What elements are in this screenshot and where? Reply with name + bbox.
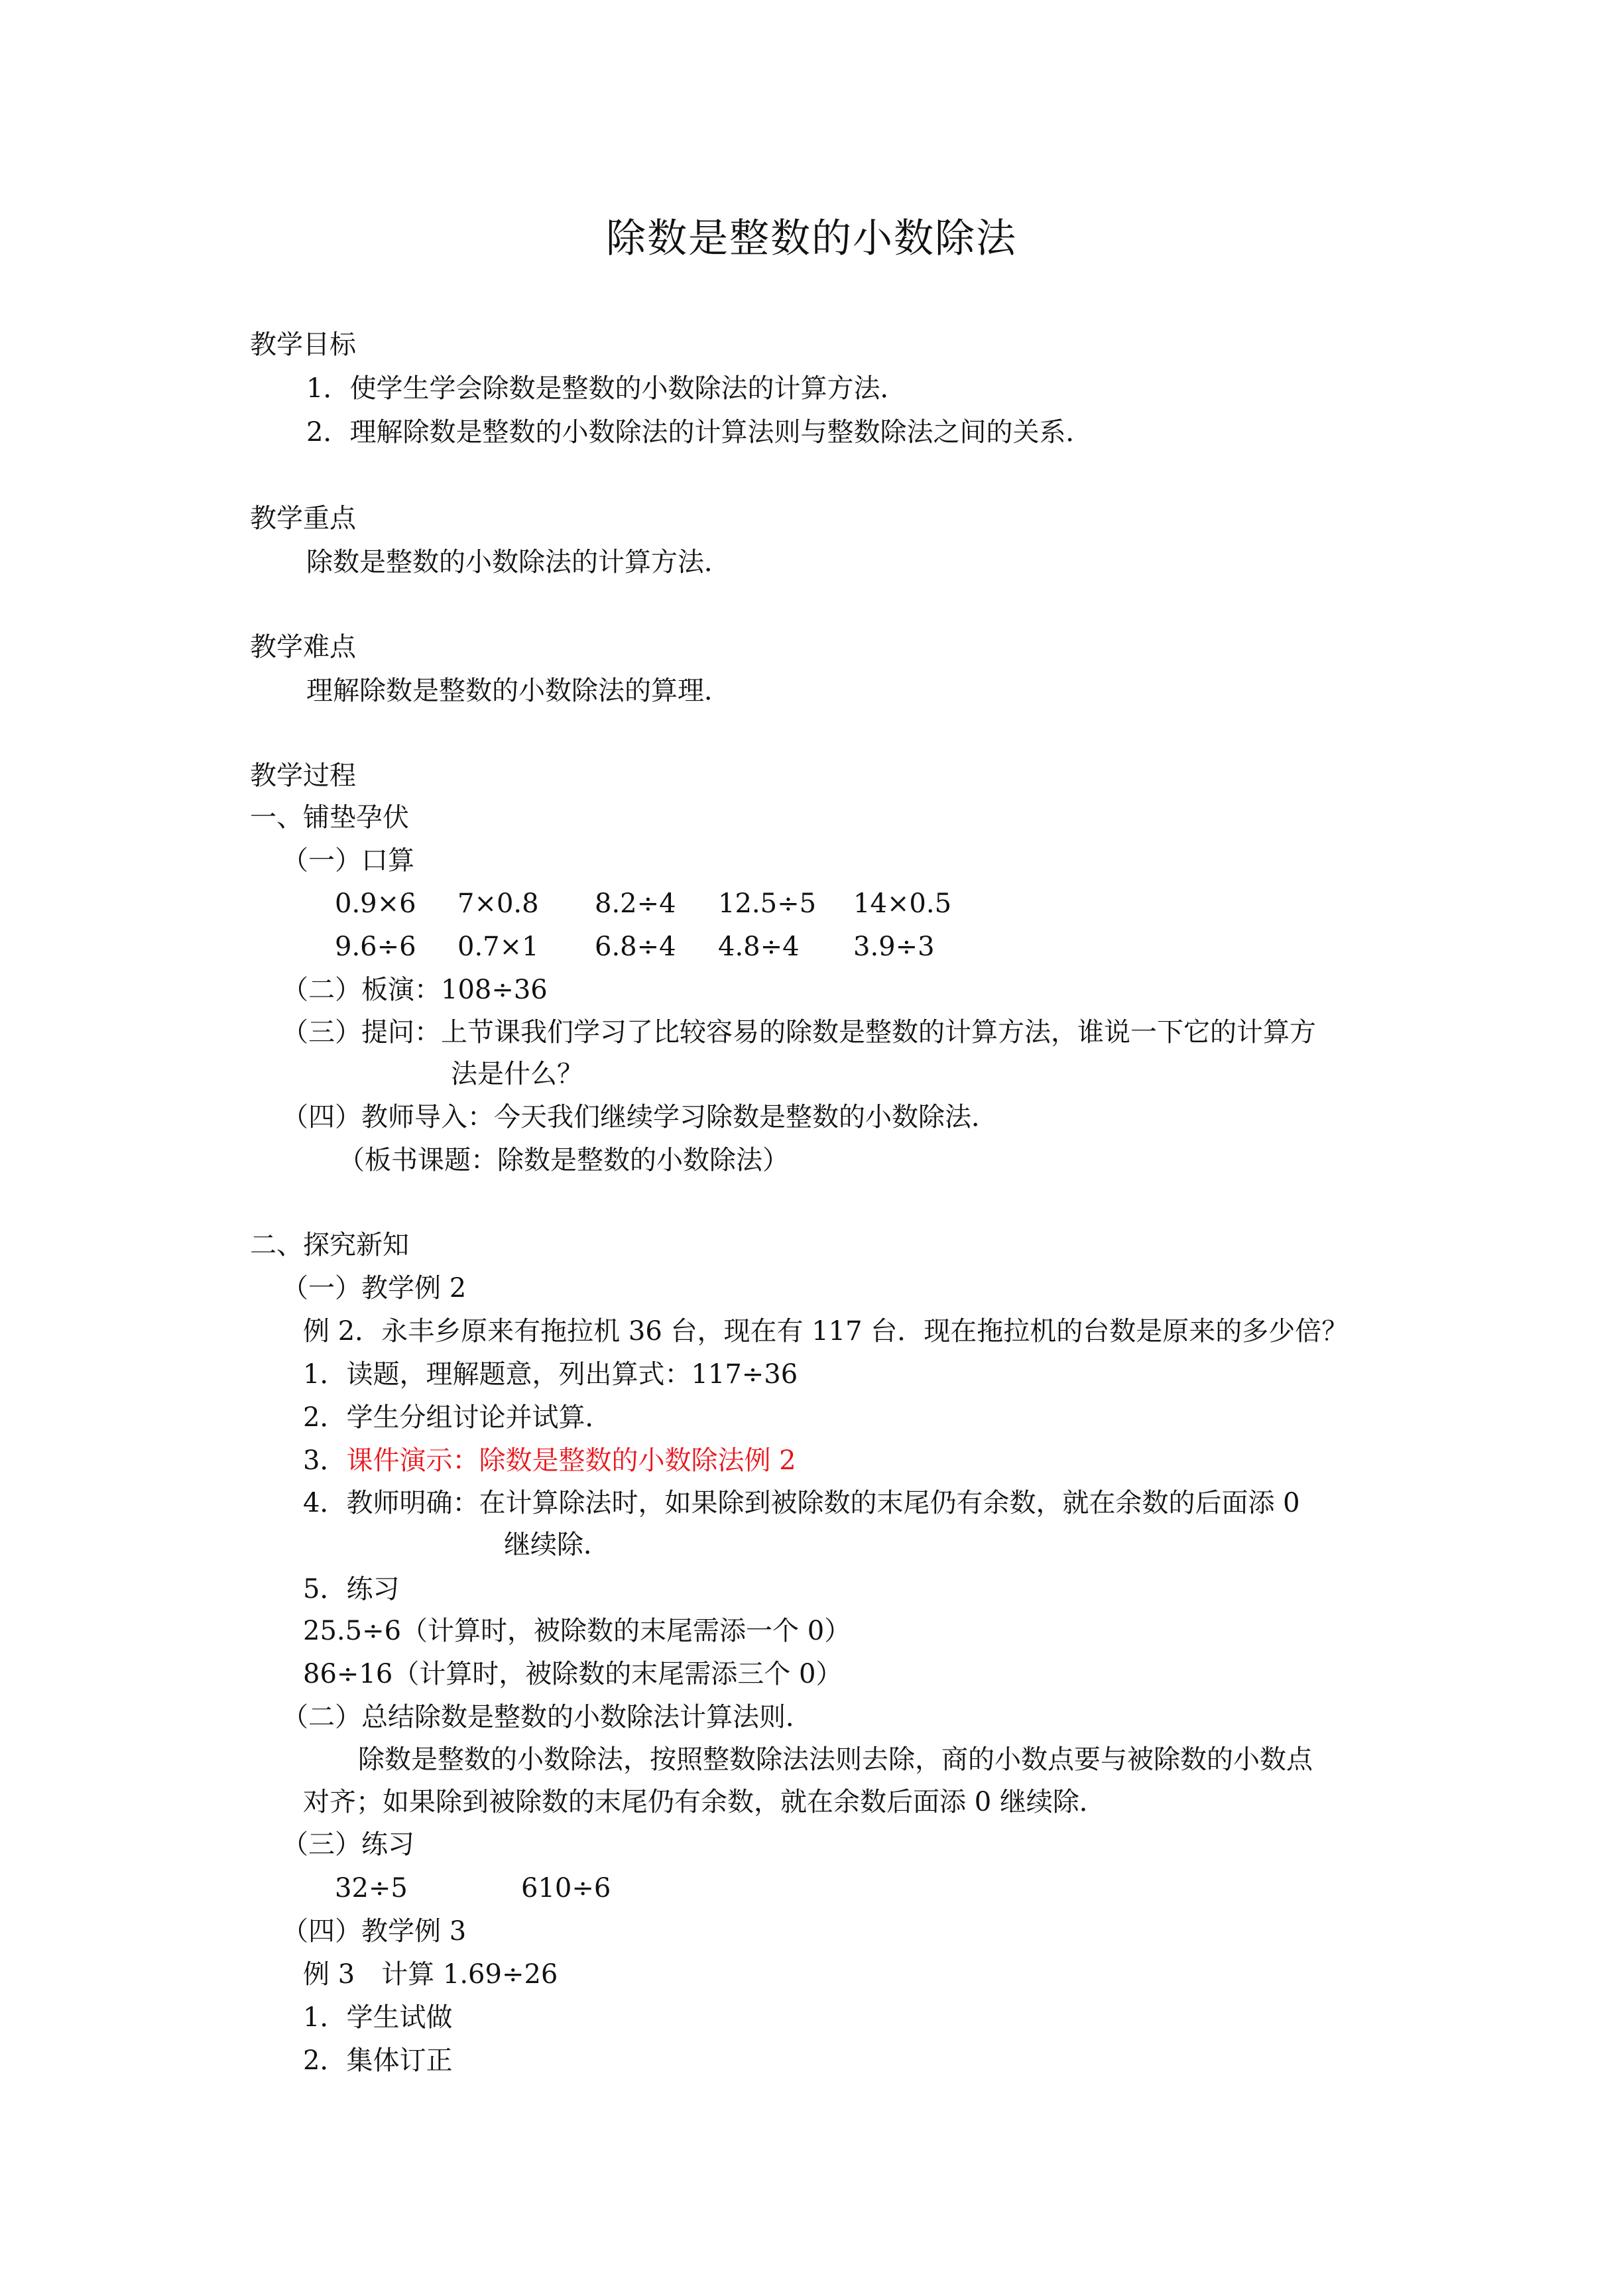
practice-exercise: 610÷6 <box>521 1873 611 1903</box>
goals-heading: 教学目标 <box>250 330 356 360</box>
oral-item: 12.5÷5 <box>718 888 817 919</box>
board-title: （板书课题：除数是整数的小数除法） <box>338 1145 789 1176</box>
oral-item: 0.7×1 <box>457 932 539 962</box>
step-2: 2．学生分组讨论并试算． <box>303 1402 612 1433</box>
oral-item: 3.9÷3 <box>853 932 935 962</box>
board-practice: （二）板演：108÷36 <box>282 975 548 1005</box>
practice-heading: （三）练习 <box>282 1829 414 1860</box>
oral-item: 8.2÷4 <box>595 888 676 919</box>
oral-item: 6.8÷4 <box>595 932 676 962</box>
example2-text: 例 2．永丰乡原来有拖拉机 36 台，现在有 117 台．现在拖拉机的台数是原来的多少倍？ <box>303 1316 1349 1347</box>
goal-item-2: 2．理解除数是整数的小数除法的计算法则与整数除法之间的关系． <box>306 417 1093 448</box>
step-5: 5．练习 <box>303 1574 400 1604</box>
summary-line-1: 除数是整数的小数除法，按照整数除法法则去除，商的小数点要与被除数的小数点 <box>358 1744 1313 1775</box>
key-point-heading: 教学重点 <box>250 503 356 534</box>
example2-heading: （一）教学例 2 <box>282 1273 467 1303</box>
oral-item: 9.6÷6 <box>335 932 416 962</box>
step-4-line-1: 4．教师明确：在计算除法时，如果除到被除数的末尾仍有余数，就在余数的后面添 0 <box>303 1488 1300 1518</box>
step-3-number: 3． <box>303 1445 347 1476</box>
question-line-2: 法是什么？ <box>451 1059 583 1089</box>
example3-heading: （四）教学例 3 <box>282 1916 467 1947</box>
example3-step-1: 1．学生试做 <box>303 2002 453 2033</box>
teacher-intro: （四）教师导入：今天我们继续学习除数是整数的小数除法． <box>282 1102 998 1132</box>
example3-text: 例 3 计算 1.69÷26 <box>303 1959 558 1990</box>
step-3 <box>303 1441 796 1480</box>
goal-item-1: 1．使学生学会除数是整数的小数除法的计算方法． <box>306 373 907 404</box>
example3-step-2: 2．集体订正 <box>303 2045 453 2076</box>
difficulty-heading: 教学难点 <box>250 632 356 662</box>
oral-item: 0.9×6 <box>335 888 416 919</box>
oral-item: 14×0.5 <box>853 888 952 919</box>
key-point-text: 除数是整数的小数除法的计算方法． <box>306 547 731 577</box>
oral-item: 4.8÷4 <box>718 932 800 962</box>
practice-item-1: 25.5÷6（计算时，被除数的末尾需添一个 0） <box>303 1616 851 1646</box>
question-line-1: （三）提问：上节课我们学习了比较容易的除数是整数的计算方法，谁说一下它的计算方 <box>282 1017 1316 1048</box>
oral-heading: （一）口算 <box>282 845 414 876</box>
courseware-demo-link[interactable]: 课件演示：除数是整数的小数除法例 2 <box>346 1445 796 1476</box>
process-heading: 教学过程 <box>250 760 356 791</box>
step-1: 1．读题，理解题意，列出算式：117÷36 <box>303 1359 798 1390</box>
page-title: 除数是整数的小数除法 <box>606 215 1017 262</box>
difficulty-text: 理解除数是整数的小数除法的算理． <box>306 676 731 706</box>
summary-line-2: 对齐；如果除到被除数的末尾仍有余数，就在余数后面添 0 继续除． <box>303 1787 1106 1817</box>
summary-heading: （二）总结除数是整数的小数除法计算法则． <box>282 1702 812 1732</box>
oral-item: 7×0.8 <box>457 888 539 919</box>
part2-heading: 二、探究新知 <box>250 1230 409 1260</box>
practice-exercise: 32÷5 <box>335 1873 408 1903</box>
practice-item-2: 86÷16（计算时，被除数的末尾需添三个 0） <box>303 1659 843 1689</box>
part1-heading: 一、铺垫孕伏 <box>250 802 409 833</box>
step-4-line-2: 继续除． <box>504 1530 610 1560</box>
